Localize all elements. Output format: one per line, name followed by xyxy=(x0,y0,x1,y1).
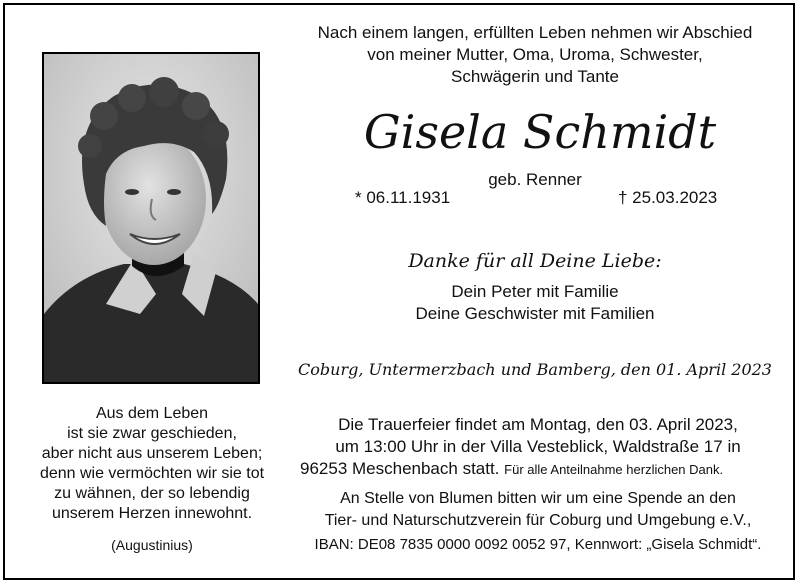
poem-line-2: ist sie zwar geschieden, xyxy=(67,425,237,442)
poem-line-5: zu wähnen, der so lebendig xyxy=(54,485,250,502)
service-thanks: Für alle Anteilnahme herzlichen Dank. xyxy=(504,462,724,477)
poem-line-6: unserem Herzen innewohnt. xyxy=(51,505,253,522)
service-line-1: Die Trauerfeier findet am Montag, den 03. April 2023, xyxy=(338,415,738,434)
deceased-name: Gisela Schmidt xyxy=(363,105,717,159)
mourner-2: Deine Geschwister mit Familien xyxy=(415,304,655,323)
service-line-3 xyxy=(300,458,723,481)
place-and-date: Coburg, Untermerzbach und Bamberg, den 01. April 2023 xyxy=(298,360,772,379)
birth-name: geb. Renner xyxy=(488,170,582,189)
donation-line-2: Tier- und Naturschutzverein für Coburg und Umgebung e.V., xyxy=(324,512,752,529)
donation-line-3: IBAN: DE08 7835 0000 0092 0052 97, Kennwort: „Gisela Schmidt“. xyxy=(314,536,762,553)
portrait-image xyxy=(44,54,258,382)
service-location: 96253 Meschenbach statt. xyxy=(300,459,500,478)
poem-line-1: Aus dem Leben xyxy=(95,405,209,422)
intro-line-2: von meiner Mutter, Oma, Uroma, Schwester, xyxy=(367,45,703,64)
thanks-heading: Danke für all Deine Liebe: xyxy=(408,250,662,272)
portrait-photo xyxy=(42,52,260,384)
poem-author: (Augustinius) xyxy=(111,537,193,553)
death-date: † 25.03.2023 xyxy=(618,188,718,207)
intro-line-1: Nach einem langen, erfüllten Leben nehmen wir Abschied xyxy=(317,23,753,42)
poem-line-4: denn wie vermöchten wir sie tot xyxy=(39,465,265,482)
donation-line-1: An Stelle von Blumen bitten wir um eine Spende an den xyxy=(340,490,736,507)
service-line-2: um 13:00 Uhr in der Villa Vesteblick, Waldstraße 17 in xyxy=(335,437,741,456)
poem-line-3: aber nicht aus unserem Leben; xyxy=(41,445,263,462)
mourner-1: Dein Peter mit Familie xyxy=(451,282,619,301)
birth-date: * 06.11.1931 xyxy=(355,188,451,207)
intro-line-3: Schwägerin und Tante xyxy=(451,67,619,86)
